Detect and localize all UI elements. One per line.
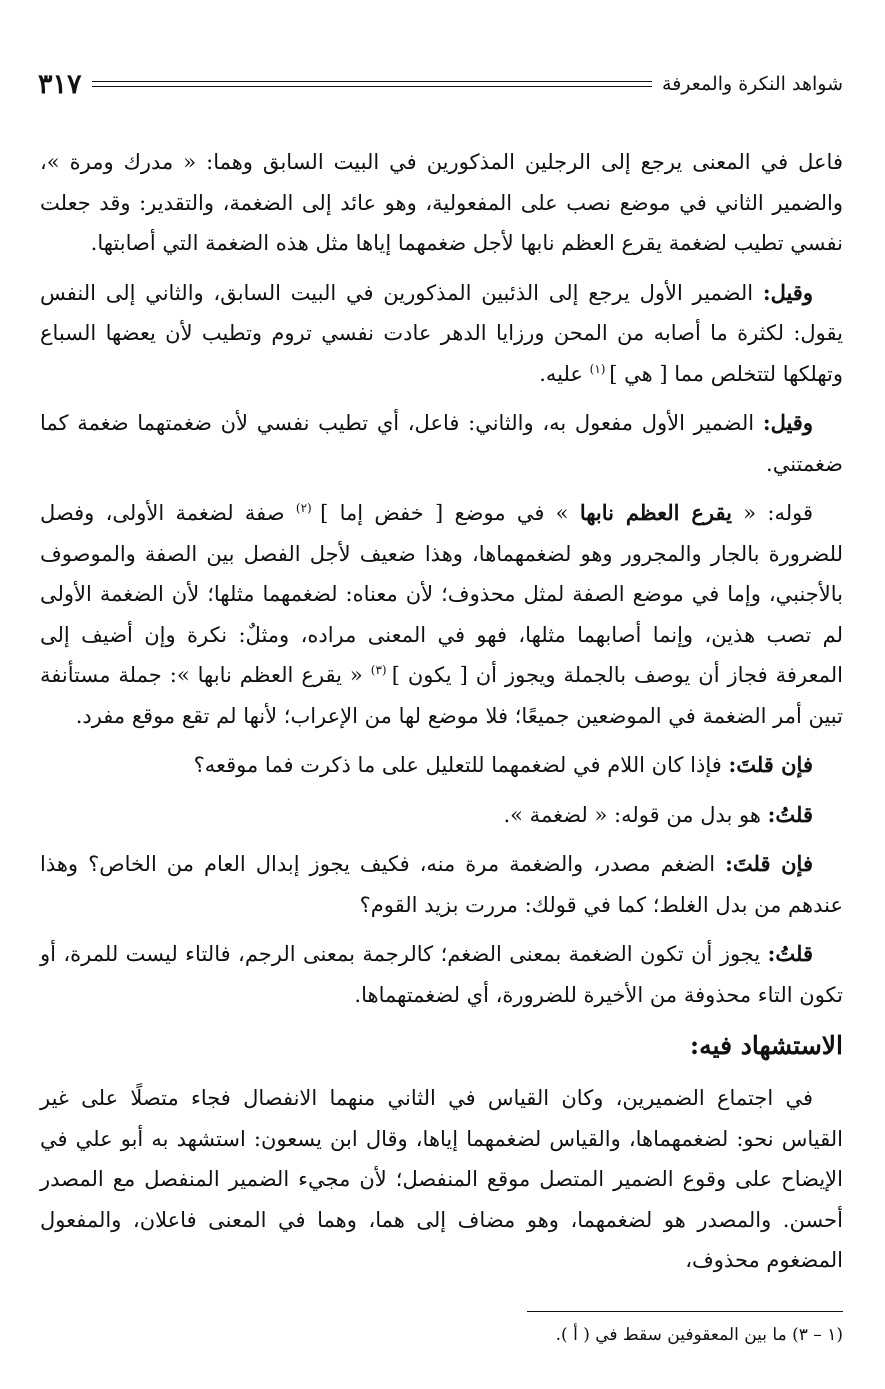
paragraph: فإن قلتَ: فإذا كان اللام في لضغمهما للتعليل على ما ذكرت فما موقعه؟: [193, 752, 813, 777]
page-number: ٣١٧: [38, 68, 82, 100]
paragraph-lead: قلتُ:: [767, 801, 813, 827]
quoted-phrase: يقرع العظم نابها: [579, 500, 732, 525]
paragraph: في اجتماع الضميرين، وكان القياس في الثاني منهما الانفصال فجاء متصلًا على غير القياس نحو: لضغمهماها، والقياس لضغمهما إياها، وقال ابن يسعون: استشهد به أبو علي في الإيضاح على وقوع الضمير المتصل موقع المنفصل؛ لأن مجيء الضمير المنفصل مع المصدر أحسن. والمصدر هو لضغمهما، وهو مضاف إلى هما، وهما في المعنى فاعلان، والمفعول المضغوم محذوف،: [40, 1086, 843, 1272]
footnote-rule: [527, 1311, 843, 1312]
paragraph: وقيل: الضمير الأول مفعول به، والثاني: فاعل، أي تطيب نفسي لأن ضغمتهما ضغمة كما ضغمتني.: [40, 410, 843, 476]
footnote-marker: (٣): [370, 663, 392, 677]
paragraph-lead: فإن قلتَ:: [728, 752, 813, 777]
running-header: [38, 62, 843, 106]
header-rule: [92, 81, 653, 87]
paragraph: فإن قلتَ: الضغم مصدر، والضغمة مرة منه، فكيف يجوز إبدال العام من الخاص؟ وهذا عندهم من بدل الغلط؛ كما في قولك: مررت بزيد القوم؟: [40, 851, 843, 917]
section-heading: الاستشهاد فيه:: [689, 1031, 843, 1060]
paragraph: فاعل في المعنى يرجع إلى الرجلين المذكورين في البيت السابق وهما: « مدرك ومرة »، والضمير الثاني في موضع نصب على المفعولية، وهو عائد إلى الضغمة، والتقدير: وقد جعلت نفسي تطيب لضغمة يقرع العظم نابها لأجل ضغمهما إياها مثل هذه الضغمة التي أصابتها.: [40, 150, 843, 255]
paragraph-lead: قلتُ:: [767, 941, 813, 966]
paragraph-lead: وقيل:: [762, 410, 813, 435]
paragraph-lead: فإن قلتَ:: [725, 851, 813, 876]
running-title: شواهد النكرة والمعرفة: [662, 73, 843, 95]
paragraph-lead: وقيل:: [762, 279, 813, 305]
paragraph: قوله: « يقرع العظم نابها » في موضع [ خفض إما ] $^{(٢)}$ صفة لضغمة الأولى، وفصل للضرورة بالجار والمجرور وهو لضغمهماها، وهذا ضعيف لأجل الفصل بين الصفة والموصوف بالأجنبي، وإما في موضع الصفة لمثل محذوف؛ لأن معناه: لضغمهما مثلها؛ لأن الضغمة الأولى لم تصب هذين، وإنما أصابهما مثلها، فهو في المعنى مراده، ومثلٌ: نكرة وإن أضيف إلى المعرفة فجاز أن يوصف بالجملة ويجوز أن [ يكون ] $^{(٣)}$ « يقرع العظم نابها »: جملة مستأنفة تبين أمر الضغمة في الموضعين جميعًا؛ فلا موضع لها من الإعراب؛ لأنها لم تقع موقع مفرد.: [40, 500, 844, 728]
footnote-marker: (١): [589, 361, 610, 376]
main-text: [40, 142, 843, 1290]
footnote: (١ – ٣) ما بين المعقوفين سقط في ( أ ).: [555, 1325, 843, 1345]
paragraph: وقيل: الضمير الأول يرجع إلى الذئبين المذكورين في البيت السابق، والثاني إلى النفس يقول: لكثرة ما أصابه من المحن ورزايا الدهر عادت نفسي تروم وتطيب لأن يعضها السباع وتهلكها لتتخلص مما [ هي ] $^{(١)}$ عليه.: [40, 279, 843, 386]
paragraph: قلتُ: يجوز أن تكون الضغمة بمعنى الضغم؛ كالرجمة بمعنى الرجم، فالتاء ليست للمرة، أو تكون التاء محذوفة من الأخيرة للضرورة، أي لضغمتهماها.: [40, 941, 843, 1007]
paragraph: قلتُ: هو بدل من قوله: « لضغمة ».: [503, 801, 813, 827]
footnote-marker: (٢): [295, 501, 321, 515]
